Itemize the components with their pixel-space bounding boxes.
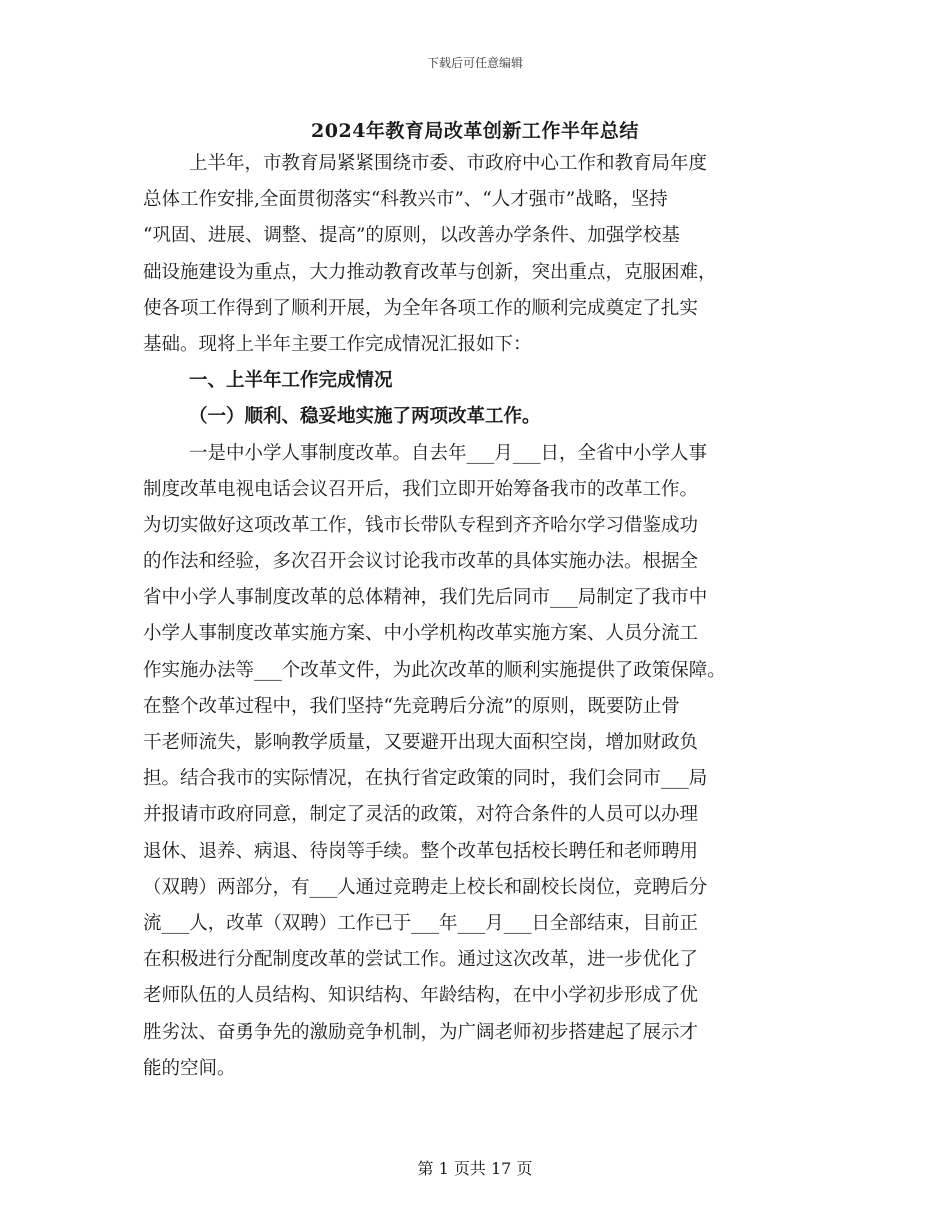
paragraph-line: 的作法和经验，多次召开会议讨论我市改革的具体实施办法。根据全 [143, 551, 699, 573]
paragraph-line: 使各项工作得到了顺利开展，为全年各项工作的顺利完成奠定了扎实 [143, 297, 699, 319]
paragraph-line: 能的空间。 [143, 1057, 236, 1079]
paragraph-line: 为切实做好这项改革工作，钱市长带队专程到齐齐哈尔学习借鉴成功 [143, 514, 699, 536]
paragraph-line: 总体工作安排,全面贯彻落实“科教兴市”、“人才强市”战略，坚持 [143, 189, 668, 211]
paragraph-line: 在整个改革过程中，我们坚持“先竞聘后分流”的原则，既要防止骨 [143, 695, 680, 717]
paragraph-line: 老师队伍的人员结构、知识结构、年龄结构，在中小学初步形成了优 [143, 985, 699, 1007]
paragraph-line: 担。结合我市的实际情况，在执行省定政策的同时，我们会同市___局 [143, 768, 708, 790]
header-note: 下载后可任意编辑 [426, 56, 523, 70]
paragraph-line: 在积极进行分配制度改革的尝试工作。通过这次改革，进一步优化了 [143, 949, 699, 971]
subsection-heading: （一）顺利、稳妥地实施了两项改革工作。 [189, 406, 541, 428]
paragraph-line: 基础。现将上半年主要工作完成情况汇报如下： [143, 333, 532, 355]
paragraph-line: 流___人，改革（双聘）工作已于___年___月___日全部结束，目前正 [143, 912, 699, 934]
document-title: 2024年教育局改革创新工作半年总结 [311, 120, 639, 142]
document-body [143, 146, 823, 1087]
paragraph-line: 一是中小学人事制度改革。自去年___月___日，全省中小学人事 [189, 442, 708, 464]
page-footer: 第 1 页共 17 页 [417, 1159, 533, 1178]
paragraph-line: 础设施建设为重点，大力推动教育改革与创新，突出重点，克服困难， [143, 261, 717, 283]
paragraph-line: 上半年，市教育局紧紧围绕市委、市政府中心工作和教育局年度 [189, 153, 708, 174]
paragraph-line: 胜劣汰、奋勇争先的激励竞争机制，为广阔老师初步搭建起了展示才 [143, 1021, 699, 1043]
paragraph-line: 省中小学人事制度改革的总体精神，我们先后同市___局制定了我市中 [143, 587, 708, 609]
paragraph-line: “巩固、进展、调整、提高”的原则，以改善办学条件、加强学校基 [143, 225, 680, 247]
paragraph-line: 退休、退养、病退、待岗等手续。整个改革包括校长聘任和老师聘用 [143, 840, 699, 862]
paragraph-line: 并报请市政府同意，制定了灵活的政策，对符合条件的人员可以办理 [143, 804, 699, 826]
paragraph-line: 小学人事制度改革实施方案、中小学机构改革实施方案、人员分流工 [143, 623, 699, 645]
paragraph-line: 干老师流失，影响教学质量，又要避开出现大面积空岗，增加财政负 [143, 732, 699, 753]
paragraph-line: 制度改革电视电话会议召开后，我们立即开始筹备我市的改革工作。 [143, 478, 699, 500]
paragraph-line: （双聘）两部分，有___人通过竞聘走上校长和副校长岗位，竞聘后分 [143, 876, 708, 898]
section-heading: 一、上半年工作完成情况 [189, 370, 393, 392]
paragraph-line: 作实施办法等___个改革文件，为此次改革的顺利实施提供了政策保障。 [143, 659, 726, 681]
